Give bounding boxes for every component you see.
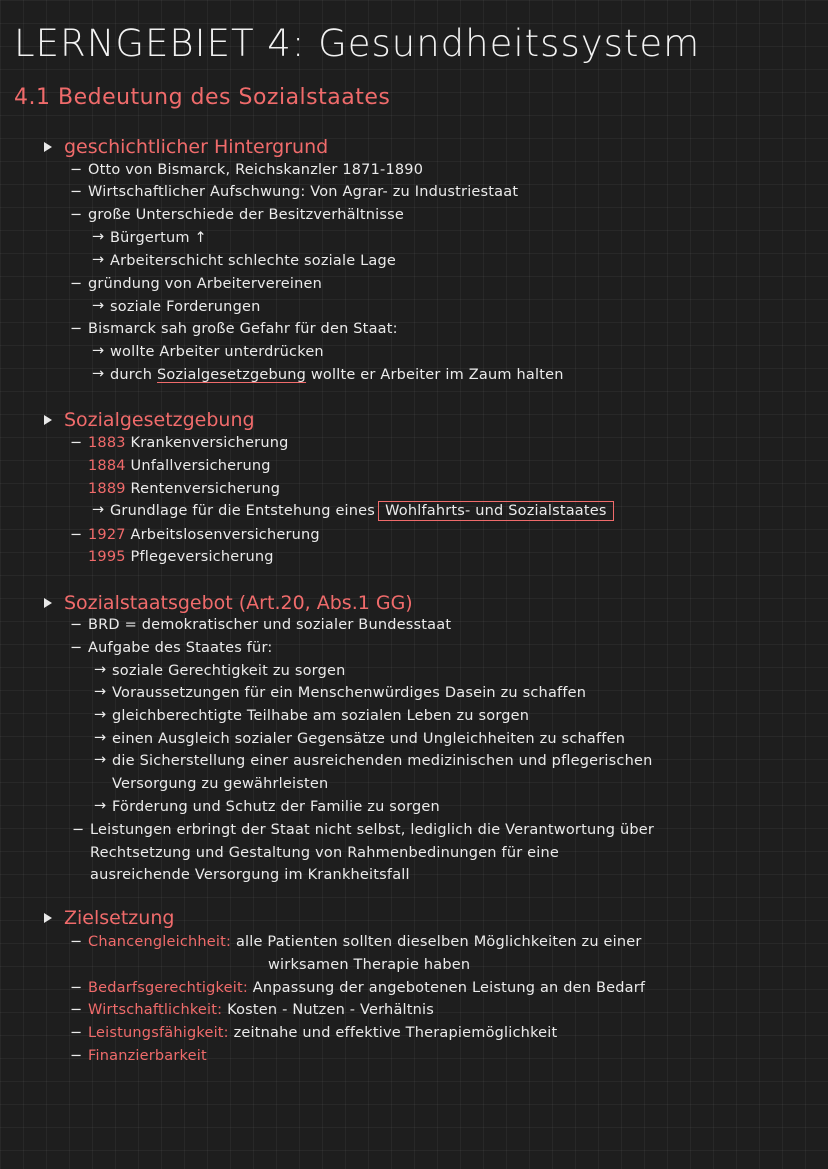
page-title: LERNGEBIET 4: Gesundheitssystem [14, 22, 701, 65]
bullet-icon [44, 598, 52, 608]
law-subitem: → Grundlage für die Entstehung eines Wohlfahrts- und Sozialstaates [110, 503, 614, 519]
arrow-icon: → [92, 229, 105, 245]
goals-section-title: Zielsetzung [64, 907, 174, 929]
mandate-subitem: → einen Ausgleich sozialer Gegensätze und Ungleichheiten zu schaffen [94, 730, 626, 747]
goal-item: − Chancengleichheit: alle Patienten sollten dieselben Möglichkeiten zu einer [70, 934, 642, 950]
law-section-title: Sozialgesetzgebung [64, 409, 255, 431]
goal-item: − Finanzierbarkeit [70, 1048, 207, 1064]
history-item: − große Unterschiede der Besitzverhältnisse [70, 207, 405, 223]
arrow-icon: → [92, 298, 105, 314]
arrow-icon: → [94, 662, 107, 678]
law-item: − 1927 Arbeitslosenversicherung [70, 527, 320, 543]
section-heading: 4.1 Bedeutung des Sozialstaates [14, 85, 391, 110]
law-item: 1884 Unfallversicherung [88, 458, 271, 474]
mandate-item-cont: ausreichende Versorgung im Krankheitsfall [90, 867, 410, 883]
arrow-icon: → [94, 707, 107, 723]
bullet-icon [44, 913, 52, 923]
mandate-subitem: → die Sicherstellung einer ausreichenden medizinischen und pflegerischen [94, 752, 653, 769]
history-item: − gründung von Arbeitervereinen [70, 276, 322, 292]
underlined-term: Sozialgesetzgebung [157, 367, 307, 383]
goal-item: − Leistungsfähigkeit: zeitnahe und effektive Therapiemöglichkeit [70, 1025, 558, 1041]
goal-item-cont: wirksamen Therapie haben [268, 957, 471, 973]
law-item: 1995 Pflegeversicherung [88, 549, 274, 565]
arrow-icon: → [92, 366, 105, 382]
history-subitem: → wollte Arbeiter unterdrücken [92, 343, 324, 360]
arrow-icon: → [92, 343, 105, 359]
arrow-icon: → [92, 502, 105, 518]
mandate-subitem: → Förderung und Schutz der Familie zu sorgen [94, 798, 440, 815]
history-subitem: → Arbeiterschicht schlechte soziale Lage [92, 252, 397, 269]
history-subitem: → Bürgertum ↑ [92, 229, 207, 246]
arrow-icon: → [94, 798, 107, 814]
mandate-subitem: → soziale Gerechtigkeit zu sorgen [94, 662, 346, 679]
boxed-term: Wohlfahrts- und Sozialstaates [378, 501, 614, 521]
arrow-icon: → [94, 730, 107, 746]
arrow-icon: → [94, 684, 107, 700]
history-item: − Wirtschaftlicher Aufschwung: Von Agrar- zu Industriestaat [70, 184, 519, 200]
arrow-icon: → [92, 252, 105, 268]
mandate-section-title: Sozialstaatsgebot (Art.20, Abs.1 GG) [64, 592, 413, 614]
history-section-title: geschichtlicher Hintergrund [64, 136, 328, 158]
goal-item: − Wirtschaftlichkeit: Kosten - Nutzen - Verhältnis [70, 1002, 435, 1018]
history-subitem: → soziale Forderungen [92, 298, 261, 315]
bullet-icon [44, 142, 52, 152]
history-item: − Otto von Bismarck, Reichskanzler 1871-1890 [70, 162, 424, 178]
arrow-icon: → [94, 752, 107, 768]
mandate-subitem: → gleichberechtigte Teilhabe am sozialen Leben zu sorgen [94, 707, 530, 724]
mandate-item: − BRD = demokratischer und sozialer Bundesstaat [70, 617, 452, 633]
mandate-item-cont: Rechtsetzung und Gestaltung von Rahmenbedinungen für eine [90, 845, 560, 861]
mandate-subitem-cont: Versorgung zu gewährleisten [112, 776, 329, 792]
history-item: − Bismarck sah große Gefahr für den Staat: [70, 321, 398, 337]
mandate-subitem: → Voraussetzungen für ein Menschenwürdiges Dasein zu schaffen [94, 684, 587, 701]
history-subitem: → durch Sozialgesetzgebung wollte er Arbeiter im Zaum halten [92, 366, 564, 383]
bullet-icon [44, 415, 52, 425]
goal-item: − Bedarfsgerechtigkeit: Anpassung der angebotenen Leistung an den Bedarf [70, 980, 646, 996]
mandate-item: − Leistungen erbringt der Staat nicht selbst, lediglich die Verantwortung über [72, 822, 655, 838]
law-item: 1889 Rentenversicherung [88, 481, 281, 497]
law-item: − 1883 Krankenversicherung [70, 435, 289, 451]
mandate-item: − Aufgabe des Staates für: [70, 640, 273, 656]
